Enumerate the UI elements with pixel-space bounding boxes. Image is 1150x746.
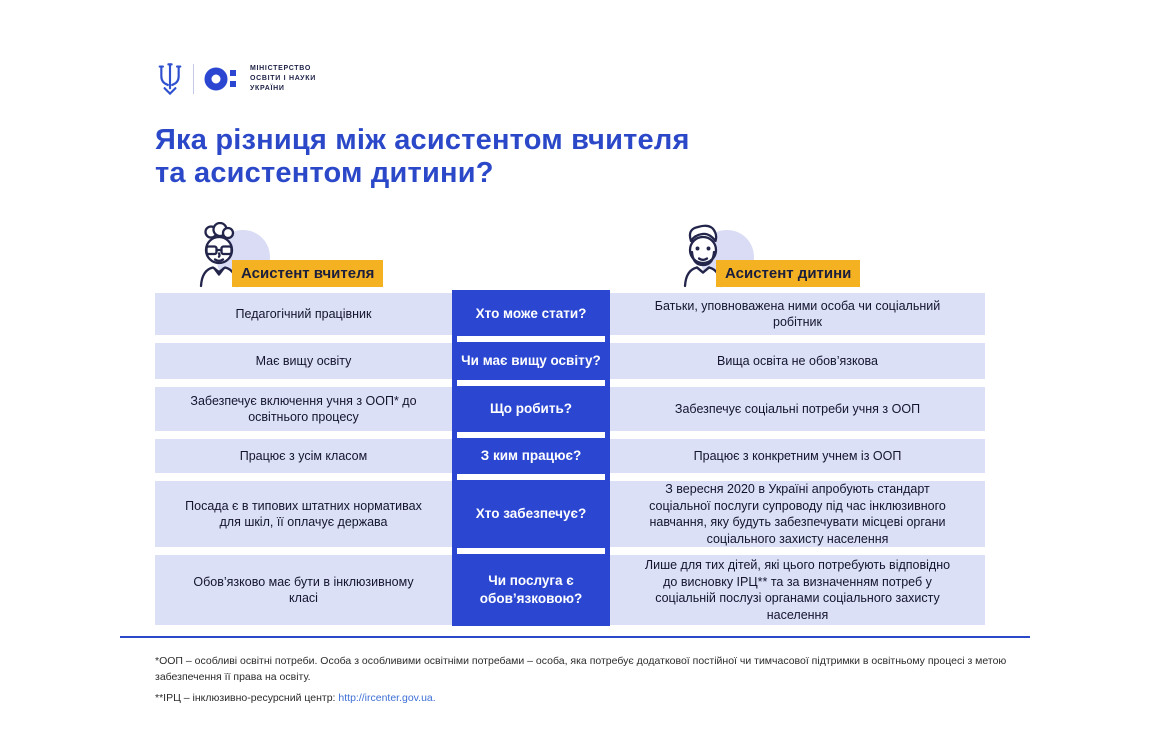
ministry-name-line1: МІНІСТЕРСТВО: [250, 65, 311, 73]
ministry-o-icon: [204, 66, 240, 92]
page-title: [155, 124, 690, 190]
child-cell-row5: З вересня 2020 в Україні апробують стандарт соціальної послуги супроводу під час інклюзивного навчання, яку будуть забезпечувати місцеві органи соціального захисту населення: [610, 481, 985, 547]
ircenter-link[interactable]: http://ircenter.gov.ua.: [338, 691, 436, 704]
teacher-cell-row2: Має вищу освіту: [155, 343, 452, 379]
question-cell-row3: Що робить?: [452, 387, 610, 431]
child-assistant-label: Асистент дитини: [716, 260, 860, 287]
ministry-name-line3: УКРАЇНИ: [250, 84, 285, 92]
child-cell-row4: Працює з конкретним учнем із ООП: [610, 439, 985, 473]
teacher-assistant-header: [188, 222, 448, 288]
teacher-cell-row6: Обов’язково має бути в інклюзивному класі: [155, 555, 452, 625]
footnotes: [155, 654, 1035, 706]
teacher-cell-row1: Педагогічний працівник: [155, 293, 452, 335]
question-cell-row1: Хто може стати?: [452, 293, 610, 335]
comparison-grid: [155, 293, 985, 625]
question-cell-row4: З ким працює?: [452, 439, 610, 473]
page-title-line1: Яка різниця між асистентом вчителя: [155, 124, 690, 156]
logo-divider: [193, 64, 194, 94]
question-cell-row2: Чи має вищу освіту?: [452, 343, 610, 379]
ministry-logo: [157, 62, 316, 96]
footnote-irc: [155, 691, 1035, 707]
question-cell-row6: Чи послуга є обов’язковою?: [479, 573, 583, 606]
child-cell-row2: Вища освіта не обов’язкова: [610, 343, 985, 379]
teacher-cell-row5: Посада є в типових штатних нормативах для шкіл, її оплачує держава: [155, 481, 452, 547]
child-cell-row6: Лише для тих дітей, які цього потребують відповідно до висновку ІРЦ** та за визначенням потреб у соціальній послузі органами соціального захисту населення: [610, 555, 985, 625]
child-cell-row3: Забезпечує соціальні потреби учня з ООП: [610, 387, 985, 431]
child-assistant-header: [672, 222, 932, 288]
footer-divider-line: [120, 636, 1030, 638]
teacher-assistant-label: Асистент вчителя: [232, 260, 383, 287]
teacher-cell-row4: Працює з усім класом: [155, 439, 452, 473]
page-title-line2: та асистентом дитини?: [155, 157, 494, 190]
ministry-name: [250, 64, 316, 93]
ministry-name-line2: ОСВІТИ І НАУКИ: [250, 75, 316, 83]
question-cell-row5: Хто забезпечує?: [452, 481, 610, 547]
teacher-cell-row3: Забезпечує включення учня з ООП* до освітнього процесу: [155, 387, 452, 431]
footnote-irc-text: **ІРЦ – інклюзивно-ресурсний центр:: [155, 691, 339, 704]
trident-icon: [157, 62, 183, 96]
child-cell-row1: Батьки, уповноважена ними особа чи соціальний робітник: [610, 293, 985, 335]
comparison-table: [155, 293, 985, 625]
footnote-oop: *ООП – особливі освітні потреби. Особа з особливими освітніми потребами – особа, яка потребує додаткової постійної чи тимчасової підтримки в освітньому процесі з метою забезпечення її права на освіту.: [155, 655, 1007, 683]
